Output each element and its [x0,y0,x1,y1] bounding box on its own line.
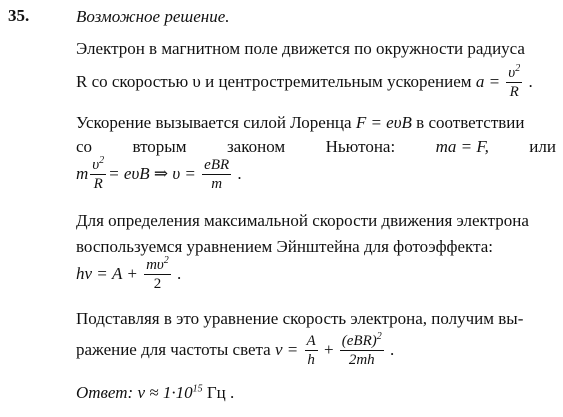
freq-f1-den: h [307,352,315,368]
accel-num-sup: 2 [515,63,521,74]
eq-f1-num [90,155,106,175]
accel-num-text: υ [508,65,516,81]
problem-number: 35. [8,6,30,25]
heading: Возможное решение. [76,7,230,26]
accel-numerator [506,63,522,83]
p3-line2: воспользуемся уравнением Эйнштейна для фотоэффекта: [76,237,493,256]
freq-fraction-2 [340,331,384,368]
p2-line1-pre: Ускорение вызывается силой Лоренца [76,113,352,132]
einstein-sup: 2 [163,255,169,266]
eq-f2-num: eBR [204,157,230,173]
accel-denominator: R [509,84,519,100]
answer-unit: Гц . [206,383,235,402]
p2-line1 [76,114,525,131]
accel-fraction [506,63,522,100]
p2-word1: со [76,137,93,156]
lorentz-force: F = eυB [355,113,412,132]
freq-f2-sup: 2 [376,331,382,342]
p2-end: . [237,163,242,183]
p2-word4: Ньютона: [325,137,396,156]
p2-word2: вторым [132,137,187,156]
eq-mid: = eυB ⇒ υ = [108,163,196,183]
p1-line2 [76,63,533,100]
p2-word3: законом [226,137,286,156]
freq-plus: + [323,339,334,359]
einstein-num-text: mυ [146,257,164,273]
eq-fraction-1 [90,155,106,192]
eq-f2-den: m [211,176,223,192]
p1-end: . [528,71,533,91]
eq-f1-num-text: υ [92,157,100,173]
eq-f1-sup: 2 [99,155,105,166]
p2-line2 [76,138,556,155]
p4-line1: Подставляя в это уравнение скорость электрона, получим вы- [76,309,524,328]
p3-equation [76,255,182,292]
freq-f2-den: 2mh [348,352,375,368]
eq-fraction-2 [202,158,231,192]
einstein-pre: hν = A + [76,263,138,283]
p2-word6: или [529,137,556,156]
nu-eq: ν = [274,339,299,359]
p4-end: . [390,339,395,359]
freq-fraction-1 [305,334,318,368]
eq-f1-den: R [93,176,103,192]
freq-f2-num [340,331,384,351]
einstein-den: 2 [153,276,162,292]
p3-line1: Для определения максимальной скорости движения электрона [76,211,529,230]
p2-line1-post: в соответствии [416,113,525,132]
answer-label: Ответ: [76,383,134,402]
answer-value [137,383,202,402]
freq-f2-num-text: (eBR) [341,333,377,349]
newton-law: ma = F, [435,137,489,156]
p1-line1: Электрон в магнитном поле движется по окружности радиуса [76,39,525,58]
p3-end: . [177,263,182,283]
p2-equation [76,155,242,192]
accel-label: a = [475,71,501,91]
freq-f1-num: A [306,333,316,349]
p1-line2-text: R со скоростью υ и центростремительным ускорением [76,71,472,91]
p4-line2 [76,331,395,368]
eq-m: m [76,163,89,183]
answer-exponent: 15 [192,383,203,395]
answer-value-text: ν ≈ 1·10 [137,383,193,402]
answer-line [76,384,234,401]
einstein-fraction [144,255,171,292]
p4-line2-pre: ражение для частоты света [76,339,271,359]
einstein-num [144,255,171,275]
